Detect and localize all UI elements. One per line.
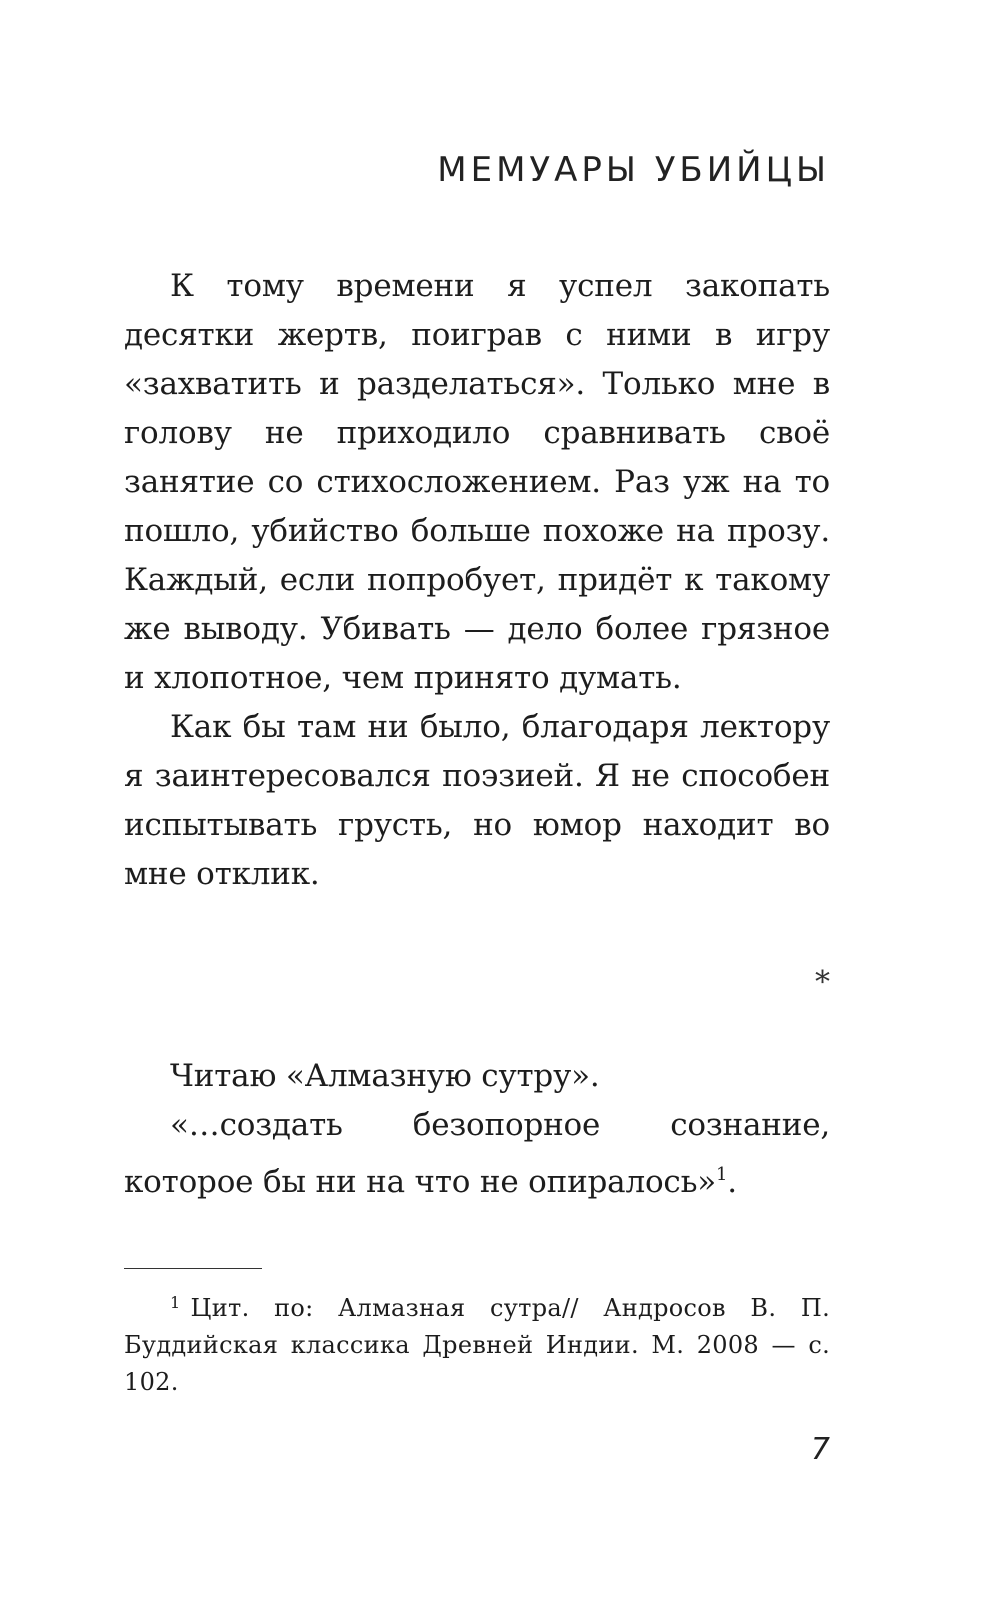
paragraph: Читаю «Алмазную сутру». — [170, 1058, 600, 1094]
footnote-reference[interactable]: 1 — [716, 1164, 728, 1185]
quote-paragraph — [124, 1101, 830, 1207]
footnote — [124, 1284, 830, 1401]
running-title: МЕМУАРЫ УБИЙЦЫ — [437, 150, 830, 190]
main-text-section-2 — [124, 1052, 830, 1207]
footnote-text: Цит. по: Алмазная сутра// Андросов В. П. Буддийская классика Древней Индии. М. 2008 — с. 102. — [124, 1294, 830, 1396]
footnote-rule — [124, 1268, 262, 1269]
main-text-section-1 — [124, 262, 830, 899]
footnote-paragraph — [124, 1284, 830, 1401]
page-number: 7 — [810, 1432, 830, 1467]
paragraph: К тому времени я успел закопать десятки жертв, поиграв с ними в игру «захватить и разделаться». Только мне в голову не приходило сравнивать своё занятие со стихосложением. Раз уж на то пошло, убийство больше похоже на прозу. Каждый, если попробует, придёт к такому же выводу. Убивать — дело более грязное и хлопотное, чем принято думать. — [124, 268, 830, 696]
quote-text: «…создать безопорное сознание, которое бы ни на что не опиралось» — [124, 1107, 830, 1200]
paragraph: Как бы там ни было, благодаря лектору я заинтересовался поэзией. Я не способен испытывать грусть, но юмор находит во мне отклик. — [124, 709, 830, 892]
section-separator-asterisk: * — [815, 965, 830, 1000]
quote-end-punctuation: . — [727, 1164, 737, 1200]
footnote-marker: 1 — [170, 1293, 181, 1312]
